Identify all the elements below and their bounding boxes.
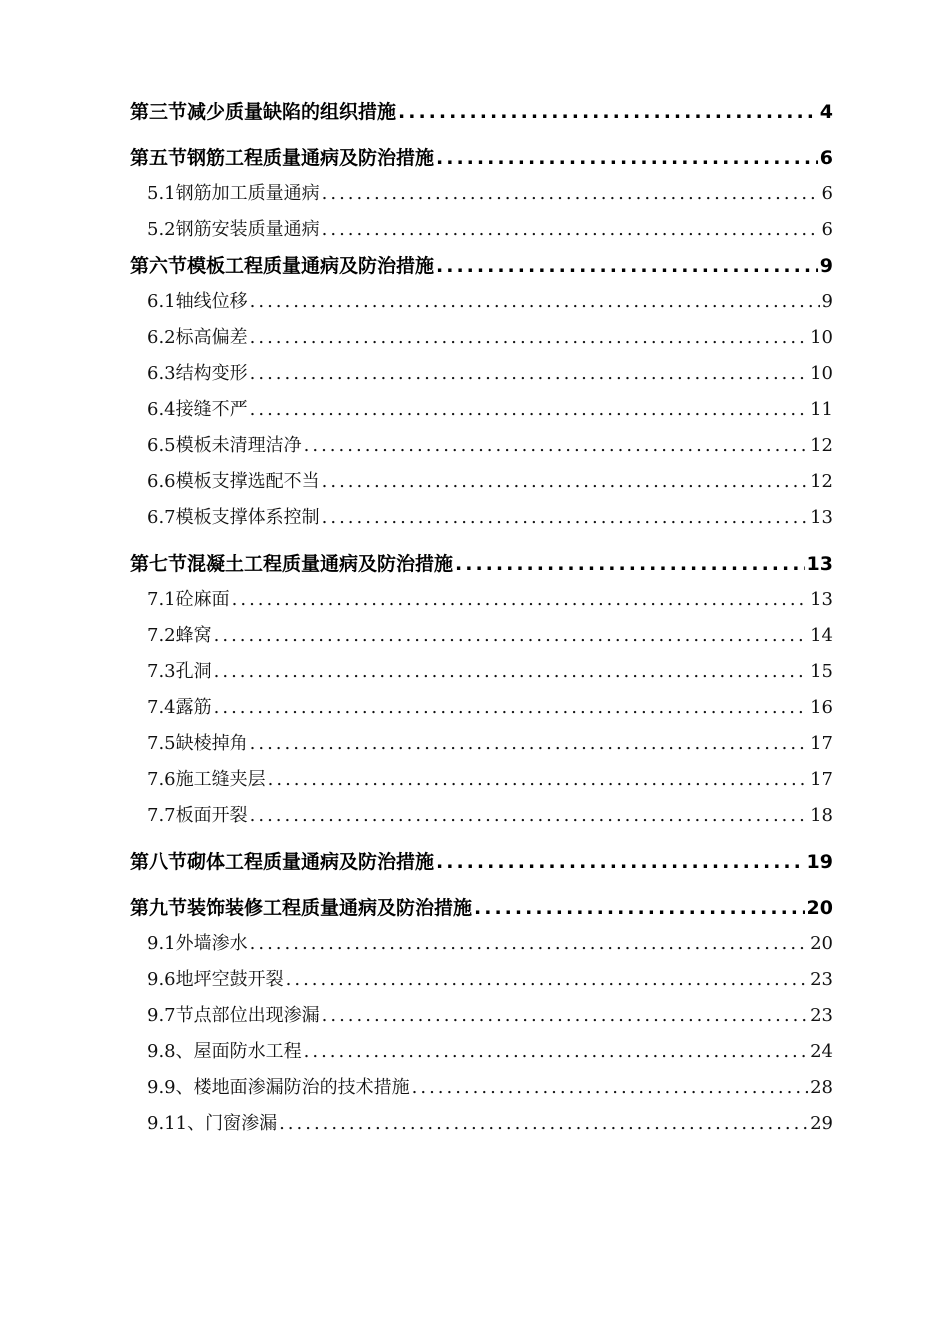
section-number: 第三节 <box>130 101 188 123</box>
page-number: 13 <box>806 553 833 575</box>
toc-item-row[interactable] <box>130 356 833 392</box>
toc-item-row[interactable] <box>130 392 833 428</box>
page-number: 9 <box>821 291 833 312</box>
toc-item-row[interactable] <box>130 798 833 834</box>
item-title: 9.7节点部位出现渗漏 <box>147 1005 320 1026</box>
dot-leader <box>322 500 808 536</box>
item-title: 7.2蜂窝 <box>147 625 212 646</box>
page-number: 14 <box>810 625 833 646</box>
dot-leader <box>250 320 808 356</box>
item-title: 6.5模板未清理洁净 <box>147 435 302 456</box>
dot-leader <box>304 1034 808 1070</box>
page-number: 20 <box>806 897 833 919</box>
dot-leader <box>250 798 808 834</box>
toc-item-row[interactable] <box>130 428 833 464</box>
toc-item-row[interactable] <box>130 464 833 500</box>
item-title: 6.7模板支撑体系控制 <box>147 507 320 528</box>
dot-leader <box>322 212 820 248</box>
dot-leader <box>436 140 818 176</box>
section-title: 混凝土工程质量通病及防治措施 <box>187 553 454 575</box>
toc-item-row[interactable] <box>130 582 833 618</box>
page-number: 12 <box>810 471 833 492</box>
dot-leader <box>286 962 808 998</box>
dot-leader <box>279 1106 808 1142</box>
item-title: 9.8、屋面防水工程 <box>147 1041 302 1062</box>
page-number: 10 <box>810 327 833 348</box>
item-title: 7.4露筋 <box>147 697 212 718</box>
dot-leader <box>214 618 808 654</box>
item-title: 5.2钢筋安装质量通病 <box>147 219 320 240</box>
dot-leader <box>214 654 808 690</box>
dot-leader <box>322 176 820 212</box>
item-title: 7.1砼麻面 <box>147 589 230 610</box>
toc-item-row[interactable] <box>130 762 833 798</box>
item-title: 6.1轴线位移 <box>147 291 248 312</box>
section-number: 第七节 <box>130 553 188 575</box>
toc-section-row[interactable] <box>130 844 833 880</box>
item-title: 7.6施工缝夹层 <box>147 769 266 790</box>
dot-leader <box>304 428 808 464</box>
toc-item-row[interactable] <box>130 320 833 356</box>
page-number: 9 <box>819 255 833 277</box>
toc-item-row[interactable] <box>130 962 833 998</box>
page-number: 6 <box>821 219 833 240</box>
page-number: 15 <box>810 661 833 682</box>
page-number: 28 <box>810 1077 833 1098</box>
page-number: 12 <box>810 435 833 456</box>
dot-leader <box>250 726 808 762</box>
toc-item-row[interactable] <box>130 212 833 248</box>
toc-section-row[interactable] <box>130 94 833 130</box>
dot-leader <box>474 890 805 926</box>
page-number: 6 <box>819 147 833 169</box>
page-number: 24 <box>810 1041 833 1062</box>
section-title: 减少质量缺陷的组织措施 <box>187 101 397 123</box>
dot-leader <box>436 844 805 880</box>
item-title: 5.1钢筋加工质量通病 <box>147 183 320 204</box>
dot-leader <box>455 546 805 582</box>
dot-leader <box>232 582 808 618</box>
toc-item-row[interactable] <box>130 1070 833 1106</box>
item-title: 6.3结构变形 <box>147 363 248 384</box>
toc-item-row[interactable] <box>130 500 833 536</box>
page-number: 16 <box>810 697 833 718</box>
toc-item-row[interactable] <box>130 1034 833 1070</box>
table-of-contents <box>130 94 833 1142</box>
item-title: 7.5缺棱掉角 <box>147 733 248 754</box>
toc-item-row[interactable] <box>130 284 833 320</box>
toc-item-row[interactable] <box>130 926 833 962</box>
dot-leader <box>436 248 818 284</box>
toc-item-row[interactable] <box>130 618 833 654</box>
page-number: 17 <box>810 769 833 790</box>
dot-leader <box>250 926 808 962</box>
toc-item-row[interactable] <box>130 998 833 1034</box>
page-number: 17 <box>810 733 833 754</box>
section-title: 装饰装修工程质量通病及防治措施 <box>187 897 473 919</box>
toc-item-row[interactable] <box>130 726 833 762</box>
page-number: 11 <box>810 399 833 420</box>
dot-leader <box>214 690 808 726</box>
page-number: 29 <box>810 1113 833 1134</box>
toc-item-row[interactable] <box>130 176 833 212</box>
toc-item-row[interactable] <box>130 1106 833 1142</box>
toc-section-row[interactable] <box>130 546 833 582</box>
section-title: 砌体工程质量通病及防治措施 <box>187 851 435 873</box>
dot-leader <box>398 94 818 130</box>
item-title: 7.3孔洞 <box>147 661 212 682</box>
dot-leader <box>250 284 820 320</box>
item-title: 9.1外墙渗水 <box>147 933 248 954</box>
section-number: 第六节 <box>130 255 188 277</box>
toc-section-row[interactable] <box>130 140 833 176</box>
page-number: 6 <box>821 183 833 204</box>
toc-section-row[interactable] <box>130 890 833 926</box>
item-title: 6.4接缝不严 <box>147 399 248 420</box>
item-title: 9.11、门窗渗漏 <box>147 1113 278 1134</box>
section-title: 模板工程质量通病及防治措施 <box>187 255 435 277</box>
page-number: 18 <box>810 805 833 826</box>
page-number: 10 <box>810 363 833 384</box>
item-title: 6.6模板支撑选配不当 <box>147 471 320 492</box>
page-number: 13 <box>810 589 833 610</box>
dot-leader <box>250 356 808 392</box>
page-number: 20 <box>810 933 833 954</box>
item-title: 9.9、楼地面渗漏防治的技术措施 <box>147 1077 410 1098</box>
section-number: 第九节 <box>130 897 188 919</box>
page-number: 19 <box>806 851 833 873</box>
dot-leader <box>412 1070 808 1106</box>
item-title: 7.7板面开裂 <box>147 805 248 826</box>
dot-leader <box>268 762 808 798</box>
page-number: 23 <box>810 969 833 990</box>
item-title: 6.2标高偏差 <box>147 327 248 348</box>
page-number: 13 <box>810 507 833 528</box>
section-number: 第八节 <box>130 851 188 873</box>
dot-leader <box>250 392 808 428</box>
item-title: 9.6地坪空鼓开裂 <box>147 969 284 990</box>
toc-item-row[interactable] <box>130 654 833 690</box>
page-number: 4 <box>819 101 833 123</box>
section-number: 第五节 <box>130 147 188 169</box>
toc-item-row[interactable] <box>130 690 833 726</box>
dot-leader <box>322 464 808 500</box>
page-number: 23 <box>810 1005 833 1026</box>
section-title: 钢筋工程质量通病及防治措施 <box>187 147 435 169</box>
dot-leader <box>322 998 808 1034</box>
toc-section-row[interactable] <box>130 248 833 284</box>
